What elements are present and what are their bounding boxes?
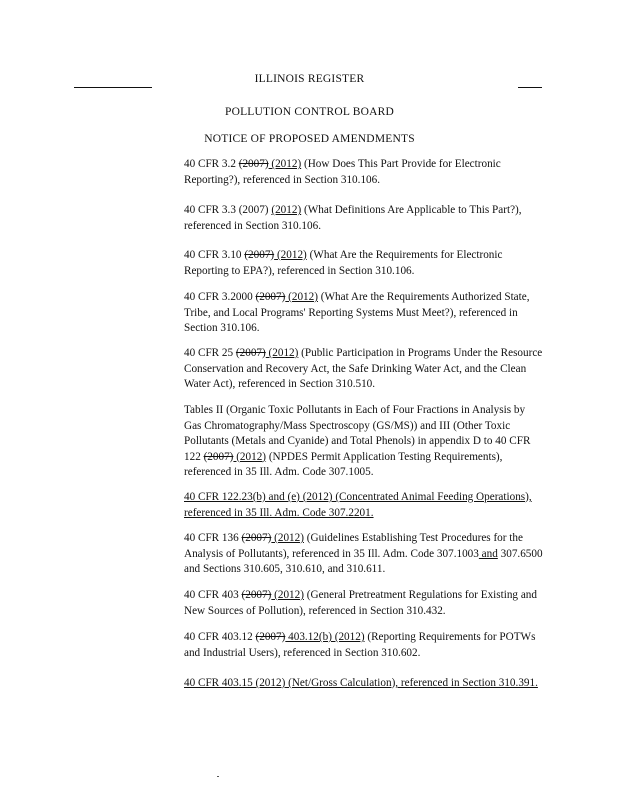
deleted-text: (2007) [241, 532, 272, 544]
text-segment: 40 CFR 3.10 [184, 249, 245, 261]
paragraph [184, 630, 544, 661]
text-segment: 40 CFR 3.2000 [184, 291, 256, 303]
text-segment: (Guidelines Establishing Test Procedures for the Analysis of Pollutants), referenced in 35 Ill. Adm. Code 307.1003 [184, 532, 523, 560]
inserted-text: (2012) [233, 450, 267, 463]
inserted-text: (2012) [268, 158, 302, 170]
deleted-text: (2007) [235, 347, 266, 359]
text-segment: 40 CFR 136 [184, 532, 242, 544]
inserted-text: 40 CFR 403.15 (2012) (Net/Gross Calculation), referenced in Section 310.391. [184, 677, 538, 689]
paragraph [184, 676, 544, 692]
paragraph [184, 346, 544, 393]
text-segment: Tables II (Organic Toxic Pollutants in Each of Four Fractions in Analysis by Gas Chromatography/Mass Spectroscopy (GS/MS)) and III (Other Toxic Pollutants (Metals and Cyanide) and Total Phenols) in appendix D to 40 CFR 122 [184, 404, 531, 463]
inserted-text: 40 CFR 122.23(b) and (e) (2012) (Concentrated Animal Feeding Operations), referenced in 35 Ill. Adm. Code 307.2201. [184, 491, 532, 519]
paragraph [184, 490, 544, 521]
paragraph [184, 290, 544, 337]
header-rule-right [518, 87, 542, 88]
paragraph [184, 248, 544, 279]
inserted-text: (2012) [271, 532, 304, 544]
text-segment: (General Pretreatment Regulations for Existing and New Sources of Pollution), referenced in Section 310.432. [184, 589, 537, 617]
header-rule-left [74, 87, 152, 88]
paragraph [184, 157, 544, 188]
text-segment: (NPDES Permit Application Testing Requirements), referenced in 35 Ill. Adm. Code 307.1005. [184, 450, 503, 478]
inserted-text: (2012) [285, 291, 318, 303]
text-segment: (How Does This Part Provide for Electronic Reporting?), referenced in Section 310.106. [184, 158, 501, 186]
text-segment: (What Are the Requirements for Electronic Reporting to EPA?), referenced in Section 310.106. [184, 249, 503, 277]
text-segment: (Reporting Requirements for POTWs and Industrial Users), referenced in Section 310.602. [184, 631, 536, 659]
inserted-text: 403.12(b) (2012) [285, 631, 365, 643]
inserted-text: (2012) [265, 347, 299, 359]
text-segment: 40 CFR 403.12 [184, 631, 256, 643]
scan-speck [217, 776, 219, 777]
deleted-text: (2007) [244, 249, 275, 261]
paragraph [184, 588, 544, 619]
deleted-text: (2007) [203, 450, 234, 463]
inserted-text: and [478, 547, 498, 560]
register-title: ILLINOIS REGISTER [254, 73, 365, 85]
text-segment: (What Definitions Are Applicable to This Part?), referenced in Section 310.106. [184, 204, 522, 232]
text-segment: (What Are the Requirements Authorized State, Tribe, and Local Programs' Reporting Systems Must Meet?), referenced in Section 310.106. [184, 291, 530, 334]
deleted-text: (2007) [238, 158, 269, 170]
paragraph [184, 203, 544, 234]
text-segment: 40 CFR 25 [184, 347, 236, 359]
text-segment: 40 CFR 3.2 [184, 158, 239, 170]
deleted-text: (2007) [255, 631, 286, 643]
inserted-text: (2012) [271, 589, 304, 601]
deleted-text: (2007) [241, 589, 272, 601]
text-segment: (Public Participation in Programs Under the Resource Conservation and Recovery Act, the Safe Drinking Water Act, and the Clean Water Act), referenced in Section 310.510. [184, 347, 543, 390]
notice-title: NOTICE OF PROPOSED AMENDMENTS [204, 133, 415, 145]
paragraph [184, 531, 544, 578]
inserted-text: (2012) [271, 204, 302, 216]
deleted-text: (2007) [255, 291, 286, 303]
inserted-text: (2012) [274, 249, 307, 261]
paragraph [184, 403, 544, 481]
text-segment: 307.6500 and Sections 310.605, 310.610, and 310.611. [184, 547, 543, 575]
board-title: POLLUTION CONTROL BOARD [224, 106, 394, 118]
text-segment: 40 CFR 403 [184, 589, 242, 601]
text-segment: 40 CFR 3.3 (2007) [184, 204, 272, 216]
